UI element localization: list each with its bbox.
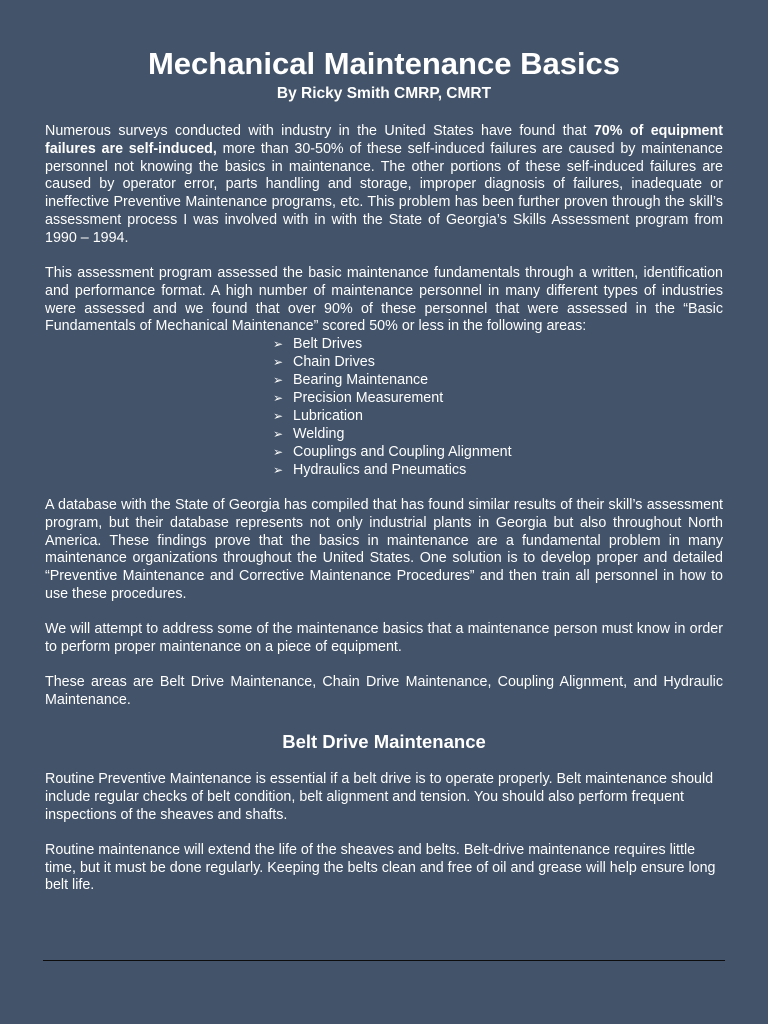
list-item — [273, 336, 723, 354]
list-item — [273, 462, 723, 480]
arrow-bullet-icon: ➢ — [273, 373, 284, 388]
list-item — [273, 408, 723, 426]
list-item-label: Bearing Maintenance — [293, 372, 429, 389]
attempt-paragraph: We will attempt to address some of the maintenance basics that a maintenance person must know in order to perform proper maintenance on a piece of equipment. — [45, 621, 723, 656]
intro-paragraph — [45, 123, 723, 248]
arrow-bullet-icon: ➢ — [273, 444, 284, 459]
author-byline: By Ricky Smith CMRP, CMRT — [276, 85, 492, 102]
list-item — [273, 354, 723, 372]
list-item-label: Welding — [293, 425, 345, 442]
list-item-label: Precision Measurement — [293, 389, 444, 406]
arrow-bullet-icon: ➢ — [273, 390, 284, 405]
belt-paragraph-1: Routine Preventive Maintenance is essential if a belt drive is to operate properly. Belt maintenance should include regular checks of belt condition, belt alignment and tension. You should also perform frequent inspections of the sheaves and shafts. — [45, 770, 714, 823]
database-paragraph: A database with the State of Georgia has compiled that has found similar results of their skill’s assessment program, but their database represents not only industrial plants in Georgia but also throughout North America. These findings prove that the basics in maintenance are a fundamental problem in many maintenance organizations throughout the United States. One solution is to develop proper and detailed “Preventive Maintenance and Corrective Maintenance Procedures” and then train all personnel in how to use these procedures. — [45, 497, 723, 602]
list-item-label: Hydraulics and Pneumatics — [293, 461, 467, 478]
list-item — [273, 426, 723, 444]
footer-divider — [43, 960, 725, 961]
list-item — [273, 372, 723, 390]
areas-paragraph: These areas are Belt Drive Maintenance, Chain Drive Maintenance, Coupling Alignment, and Hydraulic Maintenance. — [45, 674, 723, 709]
list-item-label: Couplings and Coupling Alignment — [293, 443, 512, 460]
skill-areas-list — [45, 336, 723, 479]
assessment-paragraph: This assessment program assessed the basic maintenance fundamentals through a written, identification and performance format. A high number of maintenance personnel in many different types of industries were assessed and we found that over 90% of these personnel that were assessed in the “Basic Fundamentals of Mechanical Maintenance” scored 50% or less in the following areas: — [45, 265, 723, 335]
arrow-bullet-icon: ➢ — [273, 355, 284, 370]
intro-bold-text: 70% of equipment failures are self-induced, — [45, 123, 723, 157]
belt-paragraph-2: Routine maintenance will extend the life of the sheaves and belts. Belt-drive maintenance requires little time, but it must be done regularly. Keeping the belts clean and free of oil and grease will help ensure long belt life. — [45, 841, 716, 894]
list-item — [273, 390, 723, 408]
list-item-label: Belt Drives — [293, 336, 363, 353]
list-item — [273, 444, 723, 462]
arrow-bullet-icon: ➢ — [273, 462, 284, 477]
intro-lead-text: Numerous surveys conducted with industry in the United States have found that — [45, 123, 594, 139]
document-title: Mechanical Maintenance Basics — [147, 46, 621, 81]
arrow-bullet-icon: ➢ — [273, 408, 284, 423]
arrow-bullet-icon: ➢ — [273, 337, 284, 352]
list-item-label: Chain Drives — [293, 354, 375, 371]
list-item-label: Lubrication — [293, 407, 363, 424]
intro-rest-text: more than 30-50% of these self-induced failures are caused by maintenance personnel not knowing the basics in maintenance. The other portions of these self-induced failures are caused by operator error, parts handling and storage, improper diagnosis of failures, inadequate or ineffective Preventive Maintenance programs, etc. This problem has been further proven through the skill’s assessment process I was involved with in with the State of Georgia’s Skills Assessment program from 1990 – 1994. — [45, 140, 723, 246]
arrow-bullet-icon: ➢ — [273, 426, 284, 441]
belt-drive-heading: Belt Drive Maintenance — [282, 730, 486, 752]
document-page — [45, 44, 723, 895]
